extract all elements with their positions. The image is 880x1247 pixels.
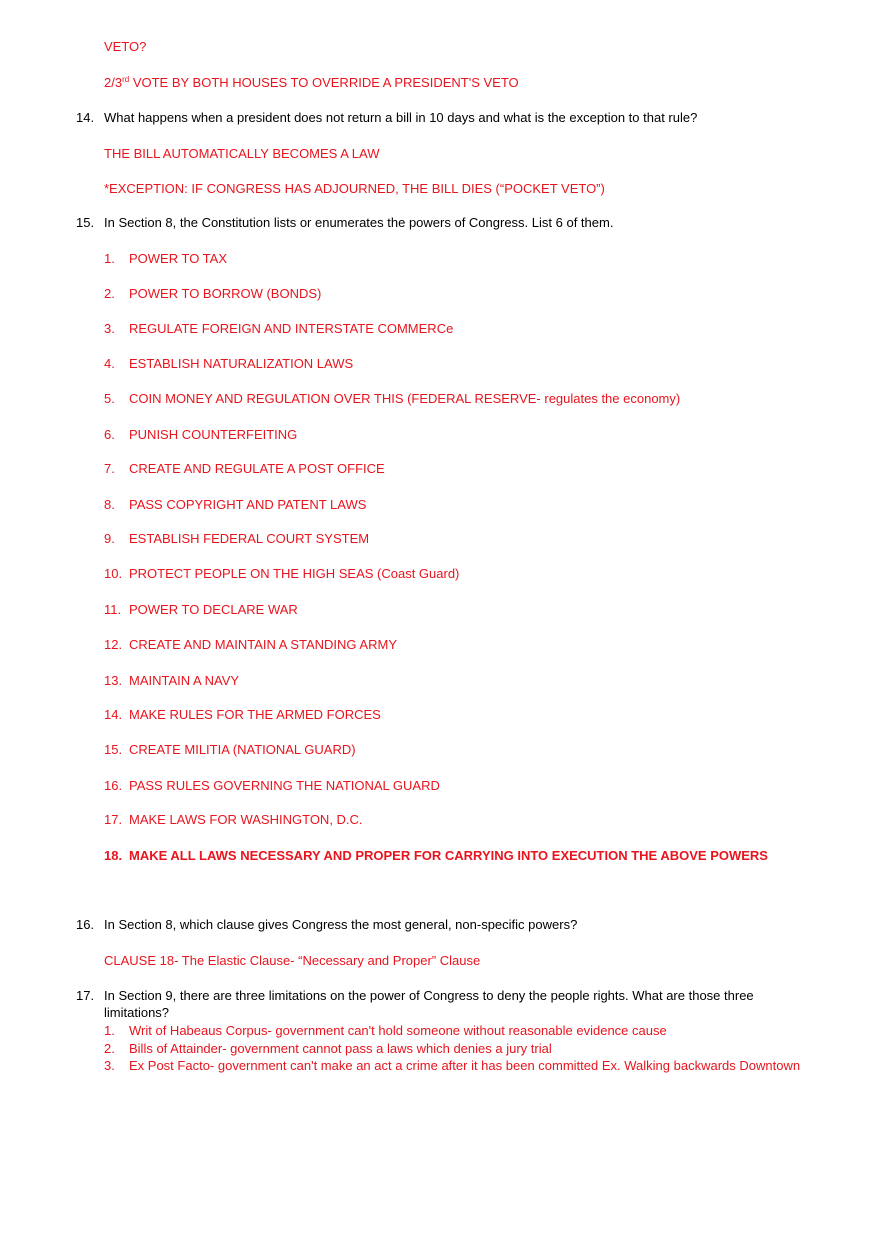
power-text: CREATE AND REGULATE A POST OFFICE xyxy=(129,461,385,476)
limitation-text: Writ of Habeaus Corpus- government can't hold someone without reasonable evidence cause xyxy=(129,1023,667,1038)
question-text: What happens when a president does not return a bill in 10 days and what is the exception to that rule? xyxy=(104,110,698,125)
power-text: MAKE LAWS FOR WASHINGTON, D.C. xyxy=(129,812,363,827)
power-text: POWER TO DECLARE WAR xyxy=(129,602,298,617)
power-number: 13. xyxy=(104,673,123,688)
power-text: MAINTAIN A NAVY xyxy=(129,673,240,688)
power-number: 17. xyxy=(104,812,123,827)
power-text: CREATE AND MAINTAIN A STANDING ARMY xyxy=(129,637,397,652)
power-number: 16. xyxy=(104,778,123,793)
power-text: MAKE ALL LAWS NECESSARY AND PROPER FOR CARRYING INTO EXECUTION THE ABOVE POWERS xyxy=(129,848,768,863)
veto-superscript: rd xyxy=(122,75,130,84)
question-text-line2: limitations? xyxy=(104,1005,170,1020)
question-number: 14. xyxy=(76,110,95,125)
power-number: 8. xyxy=(104,497,115,512)
q14-answer-2: *EXCEPTION: IF CONGRESS HAS ADJOURNED, THE BILL DIES (“POCKET VETO”) xyxy=(104,181,605,196)
power-number: 10. xyxy=(104,566,123,581)
veto-rest: VOTE BY BOTH HOUSES TO OVERRIDE A PRESIDENT'S VETO xyxy=(129,75,519,90)
power-text: PROTECT PEOPLE ON THE HIGH SEAS (Coast Guard) xyxy=(129,566,460,581)
power-text: PUNISH COUNTERFEITING xyxy=(129,427,298,442)
power-text: POWER TO TAX xyxy=(129,251,228,266)
power-number: 4. xyxy=(104,356,115,371)
question-text-line1: In Section 9, there are three limitations on the power of Congress to deny the people rights. What are those three xyxy=(104,988,754,1003)
power-number: 2. xyxy=(104,286,115,301)
question-number: 15. xyxy=(76,215,95,230)
limitation-number: 2. xyxy=(104,1041,115,1056)
limitation-text: Bills of Attainder- government cannot pass a laws which denies a jury trial xyxy=(129,1041,552,1056)
power-text: ESTABLISH FEDERAL COURT SYSTEM xyxy=(129,531,370,546)
power-text: POWER TO BORROW (BONDS) xyxy=(129,286,322,301)
question-text: In Section 8, the Constitution lists or enumerates the powers of Congress. List 6 of them. xyxy=(104,215,614,230)
power-text: COIN MONEY AND REGULATION OVER THIS (FEDERAL RESERVE- regulates the economy) xyxy=(129,391,681,406)
q14-answer-1: THE BILL AUTOMATICALLY BECOMES A LAW xyxy=(104,146,380,161)
veto-answer-line1: VETO? xyxy=(104,39,147,54)
question-text: In Section 8, which clause gives Congress the most general, non-specific powers? xyxy=(104,917,578,932)
power-number: 9. xyxy=(104,531,115,546)
power-text: PASS COPYRIGHT AND PATENT LAWS xyxy=(129,497,367,512)
power-number: 15. xyxy=(104,742,123,757)
q16-answer: CLAUSE 18- The Elastic Clause- “Necessary and Proper” Clause xyxy=(104,953,481,968)
power-number: 5. xyxy=(104,391,115,406)
power-text: CREATE MILITIA (NATIONAL GUARD) xyxy=(129,742,356,757)
limitation-number: 1. xyxy=(104,1023,115,1038)
question-number: 17. xyxy=(76,988,95,1003)
power-number: 12. xyxy=(104,637,123,652)
power-number: 11. xyxy=(104,602,122,617)
veto-answer-line2 xyxy=(104,74,519,91)
power-number: 1. xyxy=(104,251,115,266)
limitation-text: Ex Post Facto- government can't make an act a crime after it has been committed Ex. Walking backwards Downtown xyxy=(129,1058,801,1073)
question-number: 16. xyxy=(76,917,95,932)
power-text: MAKE RULES FOR THE ARMED FORCES xyxy=(129,707,381,722)
veto-fraction: 2/3 xyxy=(104,75,123,90)
power-text: ESTABLISH NATURALIZATION LAWS xyxy=(129,356,354,371)
power-text: REGULATE FOREIGN AND INTERSTATE COMMERCe xyxy=(129,321,454,336)
power-number: 3. xyxy=(104,321,115,336)
power-number: 14. xyxy=(104,707,123,722)
power-text: PASS RULES GOVERNING THE NATIONAL GUARD xyxy=(129,778,440,793)
power-number: 7. xyxy=(104,461,115,476)
power-number: 6. xyxy=(104,427,115,442)
limitation-number: 3. xyxy=(104,1058,115,1073)
power-number: 18. xyxy=(104,848,123,863)
